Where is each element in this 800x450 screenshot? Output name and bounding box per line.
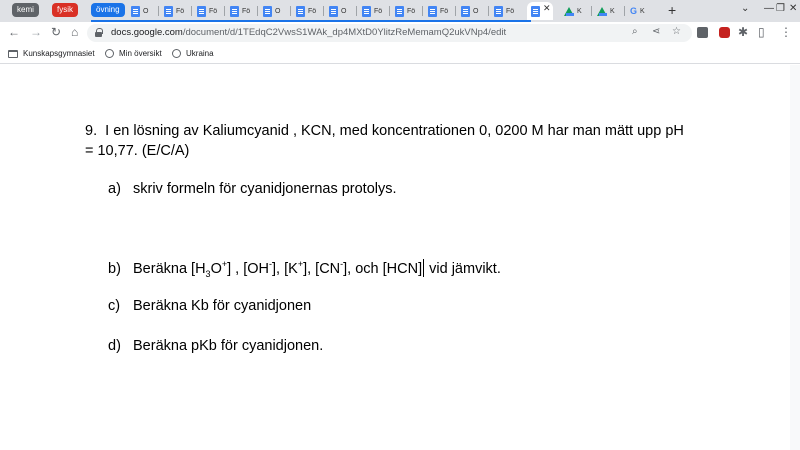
docs-icon [164,6,173,17]
tab-title: Fö [176,7,185,15]
menu-icon[interactable]: ⋮ [780,25,792,39]
document-canvas[interactable] [0,65,800,450]
question-number: 9. [85,123,98,139]
tab[interactable] [391,2,423,20]
tab-title: Fö [440,7,449,15]
tab-title: Fö [407,7,416,15]
tab[interactable] [593,2,625,20]
subquestion-text: skriv formeln för cyanidjonernas protolys. [133,181,397,197]
tab-strip [0,0,800,22]
docs-icon [197,6,206,17]
tab-title: K [640,7,645,15]
tab-title: Fö [308,7,317,15]
subquestion-label: c) [108,298,121,314]
tab-group-ovning[interactable] [91,3,125,17]
subquestion-label: d) [108,338,121,354]
minimize-icon[interactable]: — [764,3,774,14]
docs-icon [395,6,404,17]
subquestion-c [108,298,311,314]
tab-group-fysik[interactable] [52,3,78,17]
tab[interactable] [259,2,291,20]
bookmark-min-oversikt[interactable] [105,49,162,58]
docs-icon [329,6,338,17]
scrollbar[interactable] [790,65,800,450]
tab-group-label: övning [96,5,120,14]
tab[interactable] [560,2,592,20]
docs-icon [296,6,305,17]
tab-title: Ö [143,7,149,15]
docs-icon [428,6,437,17]
hat-icon [105,49,114,58]
tab-title: Ö [473,7,479,15]
subquestion-a [108,181,397,197]
docs-icon [531,6,540,17]
tab-search-icon[interactable]: ⌄ [741,3,750,14]
address-bar[interactable] [87,24,692,42]
url-text[interactable]: docs.google.com/document/d/1TEdqC2VwsS1WAk_dp4MXtD0YlitzReMemamQ2ukVNp4/edit [111,27,507,38]
tab-title: Fö [209,7,218,15]
reload-icon[interactable]: ↻ [51,25,62,39]
subquestion-label: a) [108,181,121,197]
bookmark-label: Kunskapsgymnasiet [23,49,95,58]
tab[interactable] [325,2,357,20]
bookmark-ukraina[interactable] [172,49,214,58]
subquestion-text: Beräkna pKb för cyanidjonen. [133,338,324,354]
tab[interactable] [292,2,324,20]
close-window-icon[interactable]: ✕ [789,3,798,14]
extension-icon[interactable] [697,27,708,38]
folder-icon [8,50,18,58]
subquestion-label: b) [108,261,121,277]
drive-icon [564,7,574,16]
sidepanel-icon[interactable]: ▯ [758,25,765,39]
bookmark-star-icon[interactable]: ☆ [672,26,681,37]
close-tab-icon[interactable]: ✕ [543,3,551,13]
docs-icon [230,6,239,17]
extensions-puzzle-icon[interactable]: ✱ [738,25,749,39]
subquestion-b [108,259,501,279]
lock-icon [95,28,102,37]
tab[interactable] [160,2,192,20]
tab[interactable] [457,2,489,20]
bookmark-kunskapsgymnasiet[interactable] [8,49,95,58]
home-icon[interactable]: ⌂ [71,25,79,39]
tab-title: Fö [374,7,383,15]
docs-icon [131,6,140,17]
docs-icon [461,6,470,17]
docs-icon [362,6,371,17]
subquestion-d [108,338,323,354]
question-text: I en lösning av Kaliumcyanid , KCN, med koncentrationen 0, 0200 M har man mätt upp pH = 10,77. (E/C/A) [85,123,684,159]
tab-title: Ö [341,7,347,15]
tab[interactable] [626,2,658,20]
tab[interactable] [127,2,159,20]
tab-title: Fö [506,7,515,15]
subquestion-text: Beräkna Kb för cyanidjonen [133,298,312,314]
zoom-icon[interactable]: ⌕ [632,26,638,37]
tab-title: K [577,7,582,15]
drive-icon [597,7,607,16]
restore-icon[interactable]: ❐ [776,3,785,14]
tab-group-label: kemi [17,5,34,14]
tab[interactable] [226,2,258,20]
tab-group-label: fysik [57,5,73,14]
tab-title: K [610,7,615,15]
text-cursor [423,259,424,277]
ublock-icon[interactable] [719,27,730,38]
tab[interactable] [490,2,522,20]
question-9 [85,121,685,161]
tab-title: Ö [275,7,281,15]
new-tab-button[interactable]: + [668,2,677,18]
bookmark-label: Min översikt [119,49,162,58]
share-icon[interactable]: ⋖ [652,26,661,37]
subquestion-text: Beräkna $[H_3O^+]$ , [OH-], [K+], [CN-], och [HCN] vid jämvikt. [133,259,501,279]
bookmark-label: Ukraina [186,49,214,58]
tab-group-kemi[interactable] [12,3,39,17]
back-icon[interactable]: ← [8,25,20,39]
tab[interactable] [424,2,456,20]
tab[interactable] [358,2,390,20]
browser-toolbar [0,22,800,44]
globe-icon [172,49,181,58]
docs-icon [263,6,272,17]
google-icon: G [630,6,638,16]
bookmarks-bar [0,44,800,64]
docs-icon [494,6,503,17]
tab-title: Fö [242,7,251,15]
forward-icon[interactable]: → [30,25,42,39]
tab[interactable] [193,2,225,20]
